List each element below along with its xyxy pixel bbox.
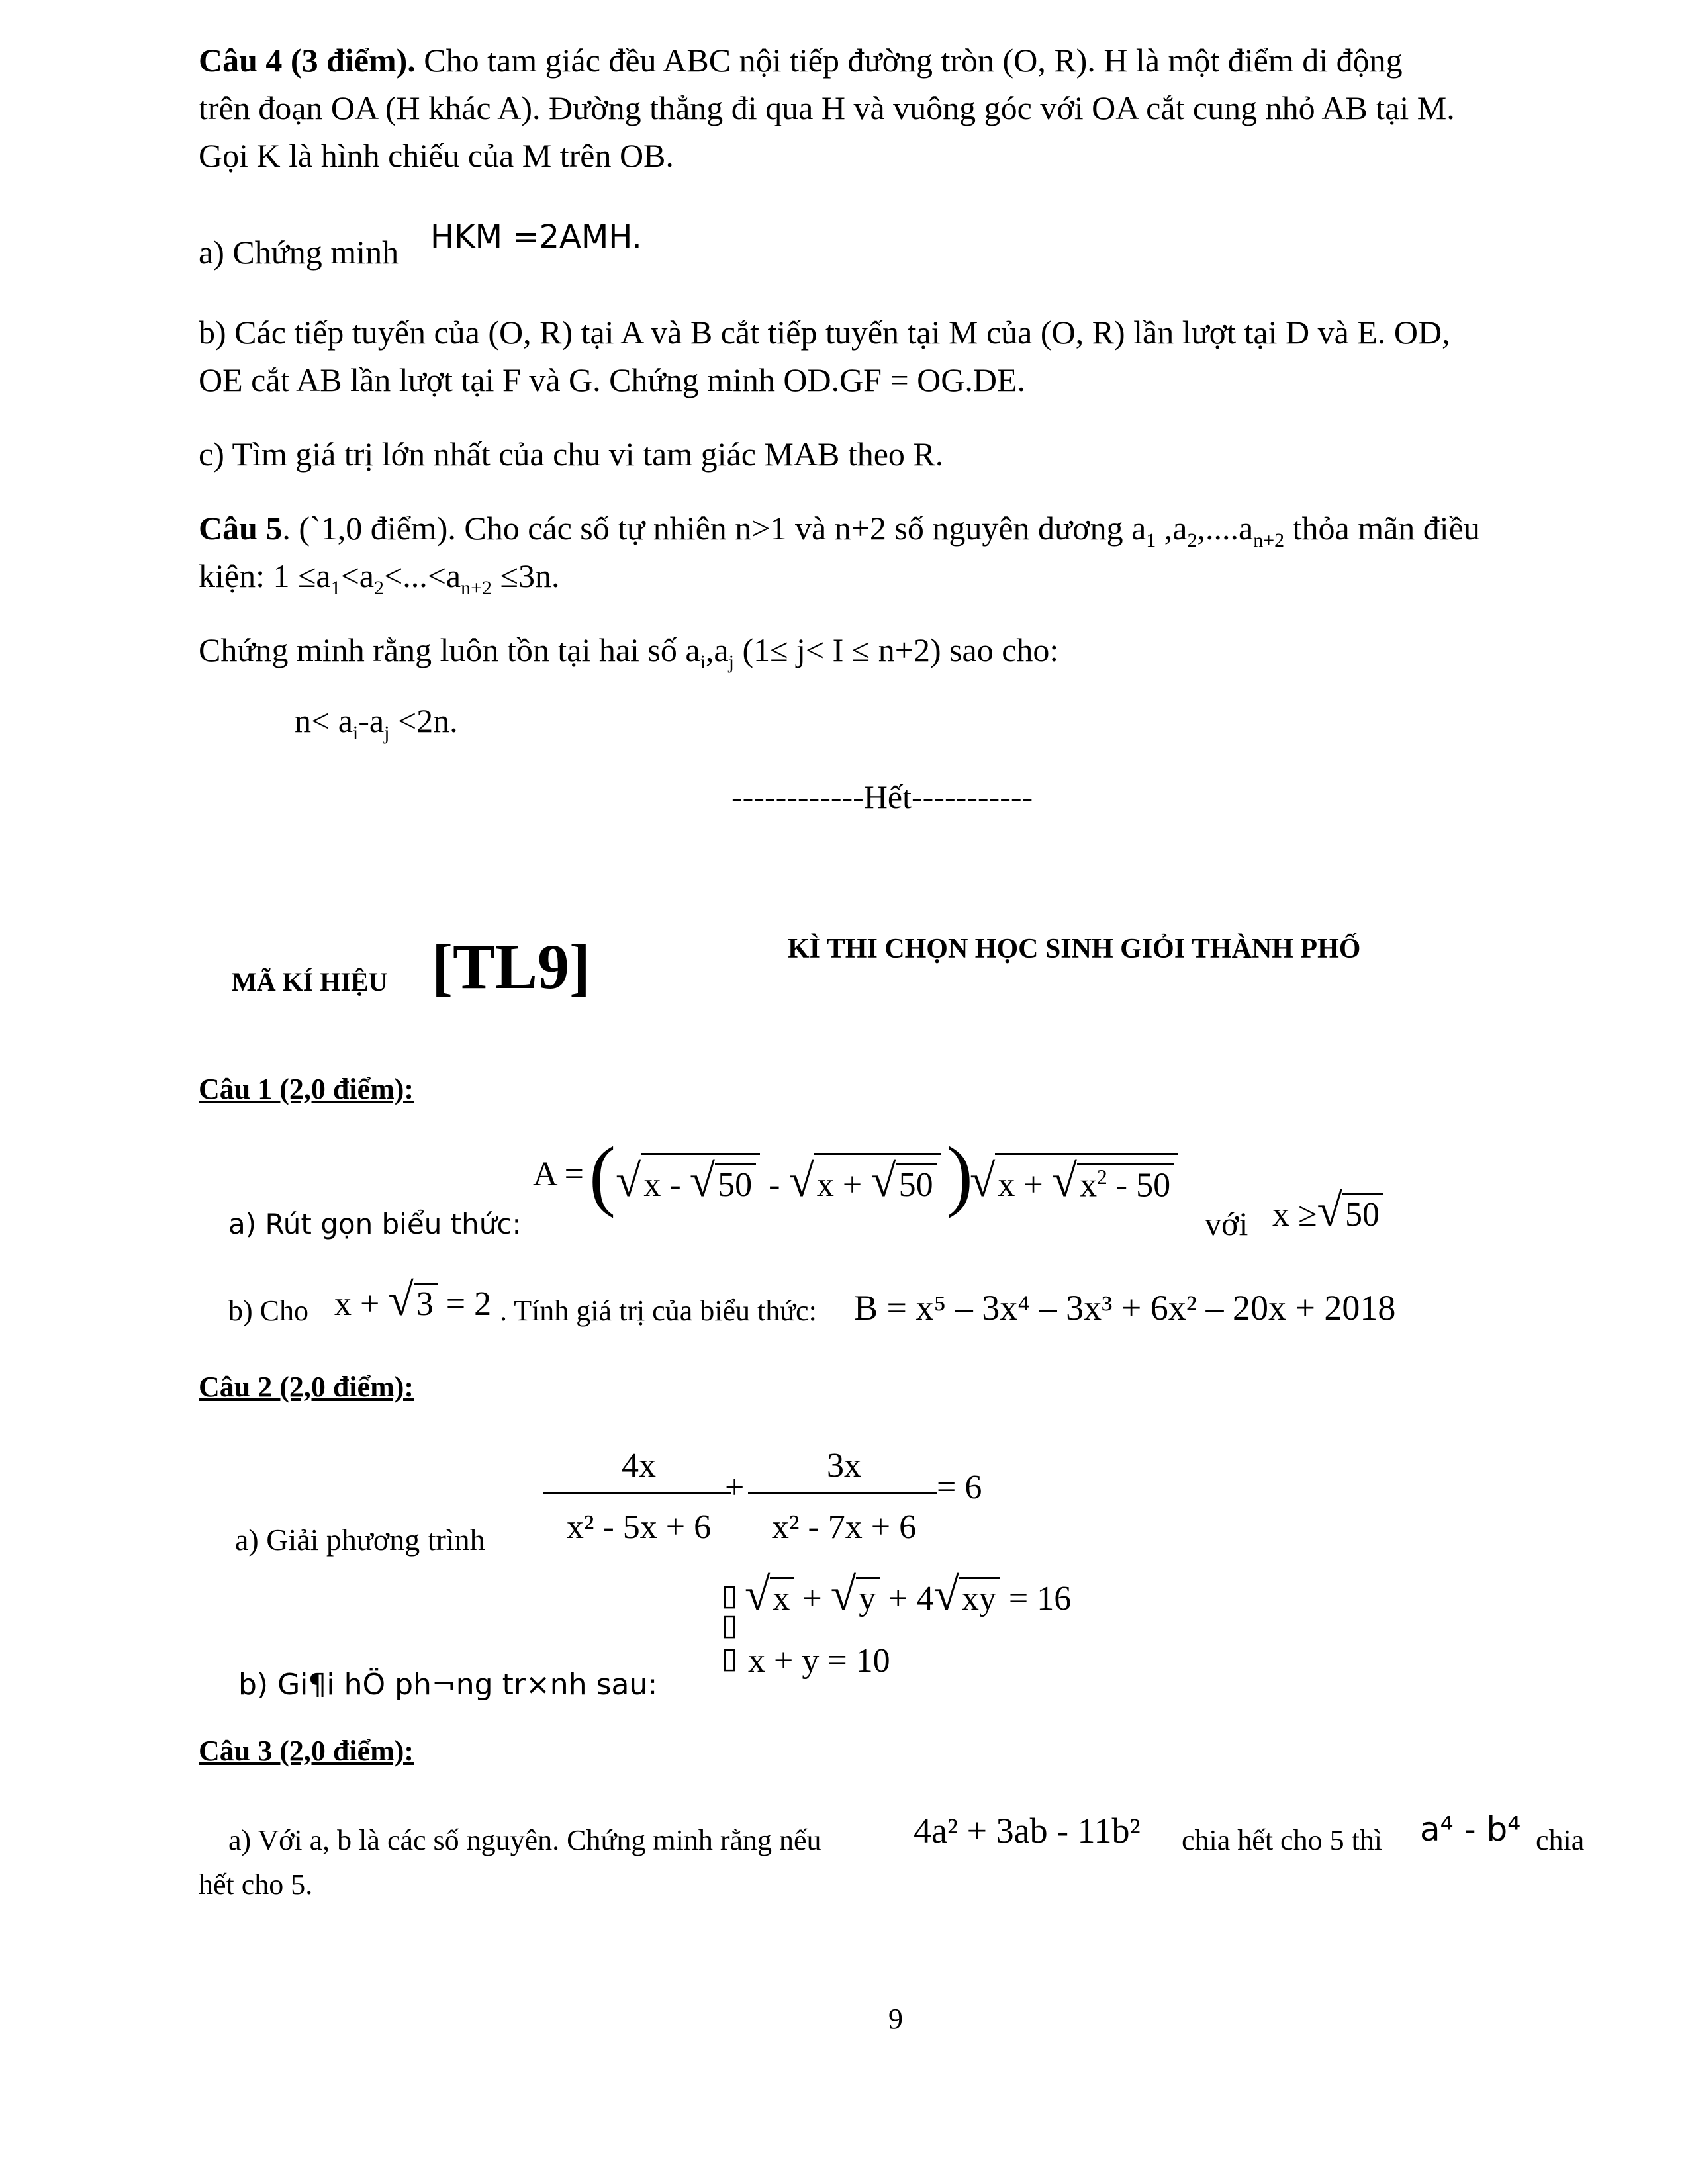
c1-cond: x ≥	[1272, 1196, 1317, 1234]
q4-label: Câu 4 (3 điểm).	[199, 42, 416, 79]
q4-a-formula: HKM =2AMH.	[430, 218, 642, 255]
q5-l2-sub2: 2	[374, 577, 384, 599]
c1-with: với	[1205, 1205, 1248, 1242]
q5-ineq-b: -a	[358, 702, 385, 739]
c2-sys1-f: = 16	[1000, 1580, 1072, 1617]
code-label: MÃ KÍ HIỆU	[232, 967, 388, 997]
q5-ineq-a: n< a	[295, 702, 353, 739]
c1-title: Câu 1 (2,0 điểm):	[199, 1073, 414, 1105]
c1-a-t3: x +	[998, 1166, 1052, 1204]
c1-b-eq-b: = 2	[437, 1285, 492, 1323]
c3-a-line2: hết cho 5.	[199, 1868, 313, 1901]
q5-line1-text: . (`1,0 điểm). Cho các số tự nhiên n>1 và n+2 số nguyên dương a	[282, 510, 1147, 547]
q5-line3	[199, 626, 1589, 686]
c3-a-text3: chia	[1536, 1824, 1585, 1856]
c2-brace-top: ▯	[722, 1579, 738, 1612]
c1-a-radicals: √x - √50 - √x + √50	[616, 1153, 941, 1208]
q4-b-line1: b) Các tiếp tuyến của (O, R) tại A và B cắt tiếp tuyến tại M của (O, R) lần lượt tại D và E. OD,	[199, 314, 1450, 351]
q5-label: Câu 5	[199, 510, 283, 547]
q5-ineq-c: <2n.	[389, 702, 458, 739]
q5-line2	[199, 552, 1589, 612]
c1-b-expr: B = x⁵ – 3x⁴ – 3x³ + 6x² – 20x + 2018	[854, 1288, 1396, 1328]
q5-l3-c: (1≤ j< I ≤ n+2) sao cho:	[733, 631, 1059, 668]
exam-title: KÌ THI CHỌN HỌC SINH GIỎI THÀNH PHỐ	[788, 934, 1361, 964]
c1-condition: x ≥√50	[1272, 1185, 1383, 1238]
q5-l2-b: <a	[340, 557, 374, 594]
c1-a-close-paren: )	[947, 1130, 973, 1218]
q4-b-line2: OE cắt AB lần lượt tại F và G. Chứng minh OD.GF = OG.DE.	[199, 361, 1026, 398]
q5-l2-d: ≤3n.	[492, 557, 560, 594]
c2-sys1-e: xy	[959, 1577, 1000, 1618]
c2-f1-line	[543, 1492, 731, 1494]
c1-b-text2: . Tính giá trị của biểu thức:	[500, 1295, 817, 1327]
c1-b-text1: b) Cho	[228, 1295, 308, 1327]
c2-f2-den: x² - 7x + 6	[771, 1508, 917, 1546]
c2-title: Câu 2 (2,0 điểm):	[199, 1371, 414, 1403]
q5-ineq-subj: j	[384, 722, 390, 744]
c1-a-lhs: A =	[533, 1156, 585, 1193]
c2-rhs: = 6	[937, 1469, 982, 1506]
q5-l3-subi: i	[700, 651, 706, 673]
c3-a-expr2: a⁴ - b⁴	[1420, 1810, 1521, 1848]
q4-paragraph	[199, 36, 1589, 84]
c1-a-radical3: $√x + √x^2 - 50$	[970, 1153, 1178, 1208]
c1-a-formula	[533, 1155, 584, 1194]
q5-line1-c: ,....a	[1197, 510, 1254, 547]
q4-line2: trên đoạn OA (H khác A). Đường thẳng đi qua H và vuông góc với OA cắt cung nhỏ AB tại M.	[199, 89, 1455, 126]
c1-a-t3end: - 50	[1107, 1166, 1171, 1204]
q5-l2-c: <...<a	[384, 557, 461, 594]
code-value: [TL9]	[432, 931, 590, 1002]
c1-b-eq: x + √3 = 2	[334, 1275, 492, 1326]
c2-sys1-b: +	[794, 1580, 831, 1617]
c2-brace-bottom: ▯	[722, 1642, 738, 1674]
c1-b-line	[228, 1294, 308, 1328]
q5-l2-sub1: 1	[330, 577, 341, 599]
c1-a-open-paren: (	[589, 1130, 616, 1218]
q5-inequality	[295, 702, 458, 745]
q5-l3-subj: j	[728, 651, 734, 673]
c2-f1-den: x² - 5x + 6	[566, 1508, 712, 1546]
q5-sub1: 1	[1146, 529, 1156, 551]
c3-a-text1: a) Với a, b là các số nguyên. Chứng minh rằng nếu	[228, 1824, 821, 1856]
c3-a-text2: chia hết cho 5 thì	[1182, 1824, 1383, 1856]
q5-line1-b: ,a	[1156, 510, 1188, 547]
q4-line1: Cho tam giác đều ABC nội tiếp đường tròn (O, R). H là một điểm di động	[415, 42, 1403, 79]
c1-a-t3r: x	[1080, 1166, 1098, 1204]
c2-f2-num: 3x	[827, 1447, 861, 1484]
q4-c-text: c) Tìm giá trị lớn nhất của chu vi tam giác MAB theo R.	[199, 435, 944, 473]
c1-a-text: a) Rút gọn biểu thức:	[228, 1208, 522, 1240]
c2-sys-eq1: √x + √y + 4√xy = 16	[745, 1569, 1072, 1620]
c1-a-minus: -	[760, 1166, 789, 1204]
q5-l3-a: Chứng minh rằng luôn tồn tại hai số a	[199, 631, 700, 668]
c3-title: Câu 3 (2,0 điểm):	[199, 1735, 414, 1767]
c2-b-text: b) Gi¶i hÖ ph¬ng tr×nh sau:	[238, 1668, 658, 1702]
c1-cond-r: 50	[1342, 1193, 1383, 1234]
c1-a-t1: x -	[643, 1166, 690, 1204]
end-mark: ------------Hết-----------	[731, 778, 1033, 815]
c2-plus: +	[725, 1469, 745, 1506]
q4-part-a	[199, 233, 399, 271]
c1-a-t2: x +	[816, 1166, 871, 1204]
q5-ineq-subi: i	[352, 722, 359, 744]
c1-b-eq-r: 3	[414, 1283, 438, 1324]
c2-sys-eq2: x + y = 10	[748, 1642, 890, 1680]
c2-brace-mid: ▯	[722, 1609, 738, 1641]
q5-subn2: n+2	[1253, 529, 1285, 551]
c2-sys1-d: + 4	[880, 1580, 934, 1617]
c2-sys1-c: y	[856, 1577, 880, 1618]
c2-f2-line	[748, 1492, 937, 1494]
q5-l2-a: kiện: 1 ≤a	[199, 557, 331, 594]
q5-l2-subn2: n+2	[461, 577, 492, 599]
c1-b-eq-a: x +	[334, 1285, 389, 1323]
c2-a-text: a) Giải phương trình	[235, 1523, 485, 1557]
q5-sub2: 2	[1187, 529, 1197, 551]
c3-a-expr1: 4a² + 3ab - 11b²	[914, 1811, 1141, 1850]
q5-l3-b: ,a	[705, 631, 729, 668]
c2-f1-num: 4x	[622, 1447, 656, 1484]
c1-a-t2r: 50	[896, 1163, 937, 1205]
q4-a-text: a) Chứng minh	[199, 234, 399, 271]
c1-a-t3sup: 2	[1097, 1165, 1107, 1189]
c2-sys1-a: x	[770, 1577, 794, 1618]
q4-line3: Gọi K là hình chiếu của M trên OB.	[199, 137, 674, 174]
page-number: 9	[888, 2003, 903, 2035]
c1-a-t1r: 50	[715, 1163, 756, 1205]
q5-line1-d: thỏa mãn điều	[1284, 510, 1480, 547]
